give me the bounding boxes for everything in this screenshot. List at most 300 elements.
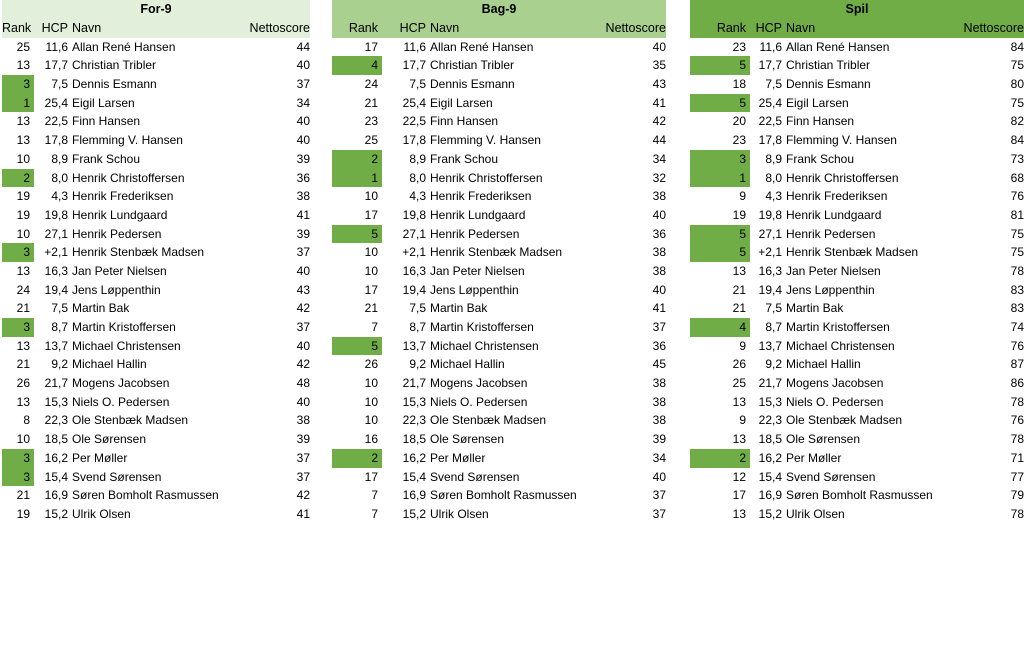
net-score-cell: 36: [296, 170, 310, 185]
net-score-cell: 36: [652, 226, 666, 241]
rank-cell: 17: [364, 469, 378, 484]
player-name-cell: Eigil Larsen: [786, 95, 849, 110]
net-score-cell: 34: [296, 95, 310, 110]
rank-cell: 13: [16, 338, 30, 353]
hcp-cell: 21,7: [402, 376, 426, 391]
net-score-cell: 38: [652, 376, 666, 391]
player-name-cell: Ole Sørensen: [786, 432, 861, 447]
rank-cell: 5: [332, 225, 382, 244]
table-row: [2, 169, 310, 188]
table-row: [2, 112, 310, 131]
player-name-cell: Henrik Christoffersen: [72, 170, 185, 185]
rank-cell: 10: [364, 263, 378, 278]
player-name-cell: Allan René Hansen: [786, 39, 890, 54]
player-name-cell: Martin Bak: [786, 301, 844, 316]
table-row: [332, 411, 666, 430]
player-name-cell: Niels O. Pedersen: [430, 394, 528, 409]
hcp-cell: 27,1: [44, 226, 68, 241]
table-row: [2, 468, 310, 487]
table-row: [332, 299, 666, 318]
net-score-cell: 38: [652, 263, 666, 278]
column-header-name: Navn: [72, 21, 102, 35]
net-score-cell: 40: [652, 469, 666, 484]
player-name-cell: Michael Christensen: [430, 338, 539, 353]
net-score-cell: 44: [296, 39, 310, 54]
rank-cell: 5: [690, 243, 750, 262]
rank-cell: 26: [364, 357, 378, 372]
hcp-cell: 9,2: [51, 357, 68, 372]
hcp-cell: 7,5: [51, 301, 68, 316]
net-score-cell: 71: [1010, 450, 1024, 465]
rank-cell: 3: [2, 318, 34, 337]
player-name-cell: Jan Peter Nielsen: [72, 263, 167, 278]
player-name-cell: Ulrik Olsen: [786, 506, 845, 521]
rank-cell: 13: [732, 432, 746, 447]
table-row: [690, 430, 1024, 449]
net-score-cell: 42: [652, 114, 666, 129]
player-name-cell: Svend Sørensen: [430, 469, 520, 484]
hcp-cell: 21,7: [758, 376, 782, 391]
hcp-cell: 8,7: [409, 320, 426, 334]
hcp-cell: 7,5: [765, 77, 782, 92]
table-row: [332, 430, 666, 449]
net-score-cell: 75: [1010, 245, 1024, 260]
table-row: [332, 505, 666, 524]
table-row: [690, 393, 1024, 412]
front-nine-title: For-9: [2, 0, 310, 19]
net-score-cell: 68: [1010, 170, 1024, 185]
hcp-cell: 17,8: [758, 133, 782, 148]
hcp-cell: 17,8: [44, 133, 68, 148]
column-header-hcp: HCP: [399, 21, 426, 35]
table-row: [690, 169, 1024, 188]
table-row: [332, 374, 666, 393]
player-name-cell: Ulrik Olsen: [430, 506, 489, 521]
hcp-cell: 15,2: [402, 506, 426, 521]
rank-cell: 21: [364, 301, 378, 316]
player-name-cell: Henrik Stenbæk Madsen: [430, 245, 563, 260]
hcp-cell: 19,4: [758, 282, 782, 297]
table-row: [690, 38, 1024, 57]
net-score-cell: 41: [652, 95, 666, 110]
hcp-cell: 22,3: [44, 413, 68, 428]
hcp-cell: 22,3: [758, 413, 782, 428]
net-score-cell: 38: [652, 394, 666, 409]
player-name-cell: Christian Tribler: [72, 58, 157, 73]
table-row: [332, 38, 666, 57]
rank-cell: 21: [16, 488, 30, 503]
player-name-cell: Eigil Larsen: [430, 95, 493, 110]
player-name-cell: Per Møller: [786, 450, 842, 465]
rank-cell: 10: [364, 394, 378, 409]
hcp-cell: 16,3: [758, 263, 782, 278]
player-name-cell: Ulrik Olsen: [72, 506, 131, 521]
rank-cell: 8: [23, 413, 30, 428]
player-name-cell: Finn Hansen: [430, 114, 499, 129]
hcp-cell: 8,9: [765, 151, 782, 166]
player-name-cell: Ole Stenbæk Madsen: [786, 413, 903, 428]
table-row: [2, 225, 310, 244]
rank-cell: 9: [739, 189, 746, 204]
player-name-cell: Per Møller: [72, 450, 128, 465]
net-score-cell: 39: [296, 151, 310, 166]
rank-cell: 5: [690, 225, 750, 244]
table-row: [2, 374, 310, 393]
player-name-cell: Henrik Pedersen: [430, 226, 520, 241]
player-name-cell: Martin Kristoffersen: [786, 320, 890, 334]
net-score-cell: 76: [1010, 338, 1024, 353]
hcp-cell: 8,9: [409, 151, 426, 166]
rank-cell: 18: [732, 77, 746, 92]
net-score-cell: 78: [1010, 394, 1024, 409]
net-score-cell: 38: [652, 189, 666, 204]
table-row: [690, 374, 1024, 393]
player-name-cell: Henrik Lundgaard: [430, 207, 526, 222]
rank-cell: 21: [732, 282, 746, 297]
rank-cell: 7: [371, 506, 378, 521]
hcp-cell: 13,7: [758, 338, 782, 353]
net-score-cell: 37: [652, 320, 666, 334]
net-score-cell: 78: [1010, 506, 1024, 521]
table-row: [332, 243, 666, 262]
hcp-cell: 4,3: [765, 189, 782, 204]
table-row: [2, 206, 310, 225]
net-score-cell: 40: [652, 207, 666, 222]
net-score-cell: 87: [1010, 357, 1024, 372]
hcp-cell: 9,2: [409, 357, 426, 372]
rank-cell: 13: [732, 506, 746, 521]
hcp-cell: +2,1: [44, 245, 68, 260]
table-row: [690, 243, 1024, 262]
player-name-cell: Finn Hansen: [72, 114, 141, 129]
rank-cell: 17: [364, 282, 378, 297]
hcp-cell: 19,8: [44, 207, 68, 222]
rank-cell: 17: [364, 207, 378, 222]
player-name-cell: Ole Sørensen: [72, 432, 147, 447]
rank-cell: 13: [16, 394, 30, 409]
hcp-cell: 16,9: [758, 488, 782, 503]
column-header-rank: Rank: [2, 21, 32, 35]
rank-cell: 13: [16, 263, 30, 278]
rank-cell: 3: [2, 468, 34, 487]
net-score-cell: 75: [1010, 226, 1024, 241]
player-name-cell: Mogens Jacobsen: [786, 376, 884, 391]
hcp-cell: 8,0: [51, 170, 68, 185]
table-row: [690, 505, 1024, 524]
rank-cell: 26: [732, 357, 746, 372]
table-row: [2, 94, 310, 113]
rank-cell: 21: [732, 301, 746, 316]
hcp-cell: 11,6: [45, 39, 68, 54]
hcp-cell: 17,8: [402, 133, 426, 148]
net-score-cell: 39: [296, 432, 310, 447]
net-score-cell: 42: [296, 488, 310, 503]
player-name-cell: Ole Stenbæk Madsen: [430, 413, 547, 428]
net-score-cell: 36: [652, 338, 666, 353]
front-nine-table: [2, 19, 310, 524]
player-name-cell: Henrik Christoffersen: [430, 170, 543, 185]
player-name-cell: Frank Schou: [430, 151, 499, 166]
rank-cell: 21: [16, 301, 30, 316]
table-row: [2, 150, 310, 169]
total-table: [690, 19, 1024, 524]
player-name-cell: Dennis Esmann: [786, 77, 871, 92]
table-row: [2, 299, 310, 318]
column-header-hcp: HCP: [755, 21, 782, 35]
table-row: [2, 38, 310, 57]
rank-cell: 3: [2, 449, 34, 468]
table-row: [690, 131, 1024, 150]
hcp-cell: 15,2: [44, 506, 68, 521]
table-row: [690, 112, 1024, 131]
hcp-cell: 8,7: [51, 320, 68, 334]
column-header-hcp: HCP: [41, 21, 68, 35]
rank-cell: 26: [16, 376, 30, 391]
hcp-cell: 13,7: [44, 338, 68, 353]
table-row: [332, 449, 666, 468]
hcp-cell: 19,8: [758, 207, 782, 222]
rank-cell: 5: [690, 94, 750, 113]
net-score-cell: 82: [1010, 114, 1024, 129]
player-name-cell: Ole Stenbæk Madsen: [72, 413, 189, 428]
table-row: [332, 206, 666, 225]
player-name-cell: Michael Christensen: [786, 338, 895, 353]
column-header-rank: Rank: [348, 21, 378, 35]
player-name-cell: Søren Bomholt Rasmussen: [72, 488, 219, 503]
player-name-cell: Jan Peter Nielsen: [786, 263, 881, 278]
player-name-cell: Søren Bomholt Rasmussen: [786, 488, 933, 503]
player-name-cell: Frank Schou: [786, 151, 855, 166]
rank-cell: 2: [2, 169, 34, 188]
rank-cell: 10: [16, 151, 30, 166]
table-row: [690, 337, 1024, 356]
rank-cell: 23: [732, 39, 746, 54]
hcp-cell: 18,5: [44, 432, 68, 447]
table-row: [2, 262, 310, 281]
table-row: [690, 299, 1024, 318]
player-name-cell: Mogens Jacobsen: [72, 376, 170, 391]
table-row: [332, 468, 666, 487]
hcp-cell: +2,1: [758, 245, 782, 260]
table-row: [2, 449, 310, 468]
player-name-cell: Martin Bak: [72, 301, 130, 316]
table-row: [690, 281, 1024, 300]
table-row: [332, 281, 666, 300]
hcp-cell: 4,3: [409, 189, 426, 204]
hcp-cell: 22,5: [402, 114, 426, 129]
table-row: [2, 281, 310, 300]
rank-cell: 3: [2, 75, 34, 94]
hcp-cell: 8,0: [409, 170, 426, 185]
rank-cell: 1: [690, 169, 750, 188]
player-name-cell: Christian Tribler: [430, 58, 515, 73]
net-score-cell: 42: [296, 301, 310, 316]
net-score-cell: 40: [296, 114, 310, 129]
rank-cell: 19: [16, 207, 30, 222]
player-name-cell: Michael Hallin: [72, 357, 147, 372]
table-row: [2, 505, 310, 524]
rank-cell: 12: [732, 469, 746, 484]
table-row: [690, 225, 1024, 244]
net-score-cell: 40: [652, 39, 666, 54]
rank-cell: 13: [732, 394, 746, 409]
net-score-cell: 37: [652, 506, 666, 521]
player-name-cell: Flemming V. Hansen: [72, 133, 183, 148]
net-score-cell: 78: [1010, 432, 1024, 447]
table-row: [690, 318, 1024, 337]
net-score-cell: 37: [296, 450, 310, 465]
hcp-cell: 15,3: [44, 394, 68, 409]
hcp-cell: 16,3: [44, 263, 68, 278]
rank-cell: 5: [690, 56, 750, 75]
player-name-cell: Frank Schou: [72, 151, 141, 166]
column-header-rank: Rank: [716, 21, 746, 35]
player-name-cell: Eigil Larsen: [72, 95, 135, 110]
table-row: [2, 131, 310, 150]
player-name-cell: Martin Kristoffersen: [72, 320, 176, 334]
net-score-cell: 75: [1010, 58, 1024, 73]
rank-cell: 2: [332, 150, 382, 169]
table-row: [2, 187, 310, 206]
net-score-cell: 37: [296, 77, 310, 92]
net-score-cell: 76: [1010, 189, 1024, 204]
table-row: [2, 318, 310, 337]
net-score-cell: 41: [652, 301, 666, 316]
net-score-cell: 44: [652, 133, 666, 148]
net-score-cell: 38: [296, 413, 310, 428]
table-row: [332, 112, 666, 131]
net-score-cell: 75: [1010, 95, 1024, 110]
hcp-cell: 25,4: [758, 95, 782, 110]
table-row: [690, 56, 1024, 75]
table-row: [2, 337, 310, 356]
net-score-cell: 37: [652, 488, 666, 503]
player-name-cell: Christian Tribler: [786, 58, 871, 73]
player-name-cell: Henrik Frederiksen: [430, 189, 532, 204]
player-name-cell: Martin Kristoffersen: [430, 320, 534, 334]
player-name-cell: Ole Sørensen: [430, 432, 505, 447]
player-name-cell: Dennis Esmann: [72, 77, 157, 92]
hcp-cell: 7,5: [409, 301, 426, 316]
table-row: [332, 169, 666, 188]
table-row: [690, 411, 1024, 430]
back-nine-table: [332, 19, 666, 524]
net-score-cell: 76: [1010, 413, 1024, 428]
player-name-cell: Flemming V. Hansen: [430, 133, 541, 148]
rank-cell: 25: [364, 133, 378, 148]
column-header-row: [690, 19, 1024, 38]
net-score-cell: 84: [1010, 39, 1024, 54]
rank-cell: 3: [690, 150, 750, 169]
table-row: [690, 486, 1024, 505]
net-score-cell: 39: [652, 432, 666, 447]
table-row: [2, 393, 310, 412]
hcp-cell: 16,2: [44, 450, 68, 465]
column-header-score: Nettoscore: [249, 21, 310, 35]
net-score-cell: 81: [1010, 207, 1024, 222]
net-score-cell: 40: [296, 133, 310, 148]
column-header-row: [332, 19, 666, 38]
net-score-cell: 38: [652, 245, 666, 260]
player-name-cell: Michael Hallin: [786, 357, 861, 372]
hcp-cell: 8,9: [51, 151, 68, 166]
column-header-name: Navn: [786, 21, 816, 35]
net-score-cell: 38: [296, 189, 310, 204]
table-row: [332, 486, 666, 505]
rank-cell: 10: [16, 432, 30, 447]
hcp-cell: 15,4: [402, 469, 426, 484]
hcp-cell: 27,1: [402, 226, 426, 241]
player-name-cell: Michael Christensen: [72, 338, 181, 353]
table-row: [690, 187, 1024, 206]
net-score-cell: 77: [1010, 469, 1024, 484]
hcp-cell: 11,6: [759, 39, 782, 54]
net-score-cell: 42: [296, 357, 310, 372]
hcp-cell: 22,5: [44, 114, 68, 129]
player-name-cell: Henrik Pedersen: [72, 226, 162, 241]
player-name-cell: Henrik Stenbæk Madsen: [72, 245, 205, 260]
hcp-cell: 16,2: [402, 450, 426, 465]
table-row: [690, 206, 1024, 225]
rank-cell: 10: [364, 376, 378, 391]
hcp-cell: 17,7: [758, 58, 782, 73]
table-row: [332, 318, 666, 337]
table-row: [2, 486, 310, 505]
net-score-cell: 41: [296, 506, 310, 521]
total-title: Spil: [690, 0, 1024, 19]
net-score-cell: 84: [1010, 133, 1024, 148]
hcp-cell: 11,6: [403, 39, 426, 54]
rank-cell: 10: [364, 189, 378, 204]
hcp-cell: 7,5: [409, 77, 426, 92]
table-row: [2, 56, 310, 75]
table-row: [690, 355, 1024, 374]
rank-cell: 1: [2, 94, 34, 113]
rank-cell: 20: [732, 114, 746, 129]
rank-cell: 1: [332, 169, 382, 188]
net-score-cell: 32: [652, 170, 666, 185]
hcp-cell: 22,5: [758, 114, 782, 129]
hcp-cell: 8,7: [765, 320, 782, 334]
hcp-cell: 15,2: [758, 506, 782, 521]
hcp-cell: 7,5: [51, 77, 68, 92]
net-score-cell: 40: [296, 263, 310, 278]
rank-cell: 4: [690, 318, 750, 337]
net-score-cell: 40: [296, 394, 310, 409]
table-row: [690, 262, 1024, 281]
hcp-cell: 17,7: [44, 58, 68, 73]
table-row: [332, 75, 666, 94]
net-score-cell: 86: [1010, 376, 1024, 391]
rank-cell: 7: [371, 320, 378, 334]
net-score-cell: 79: [1010, 488, 1024, 503]
net-score-cell: 34: [652, 450, 666, 465]
net-score-cell: 40: [296, 338, 310, 353]
hcp-cell: 19,8: [402, 207, 426, 222]
net-score-cell: 78: [1010, 263, 1024, 278]
table-row: [332, 56, 666, 75]
player-name-cell: Henrik Frederiksen: [72, 189, 174, 204]
player-name-cell: Dennis Esmann: [430, 77, 515, 92]
player-name-cell: Martin Bak: [430, 301, 488, 316]
hcp-cell: 25,4: [44, 95, 68, 110]
rank-cell: 13: [16, 133, 30, 148]
player-name-cell: Per Møller: [430, 450, 486, 465]
rank-cell: 9: [739, 413, 746, 428]
hcp-cell: 22,3: [402, 413, 426, 428]
rank-cell: 24: [16, 282, 30, 297]
net-score-cell: 34: [652, 151, 666, 166]
